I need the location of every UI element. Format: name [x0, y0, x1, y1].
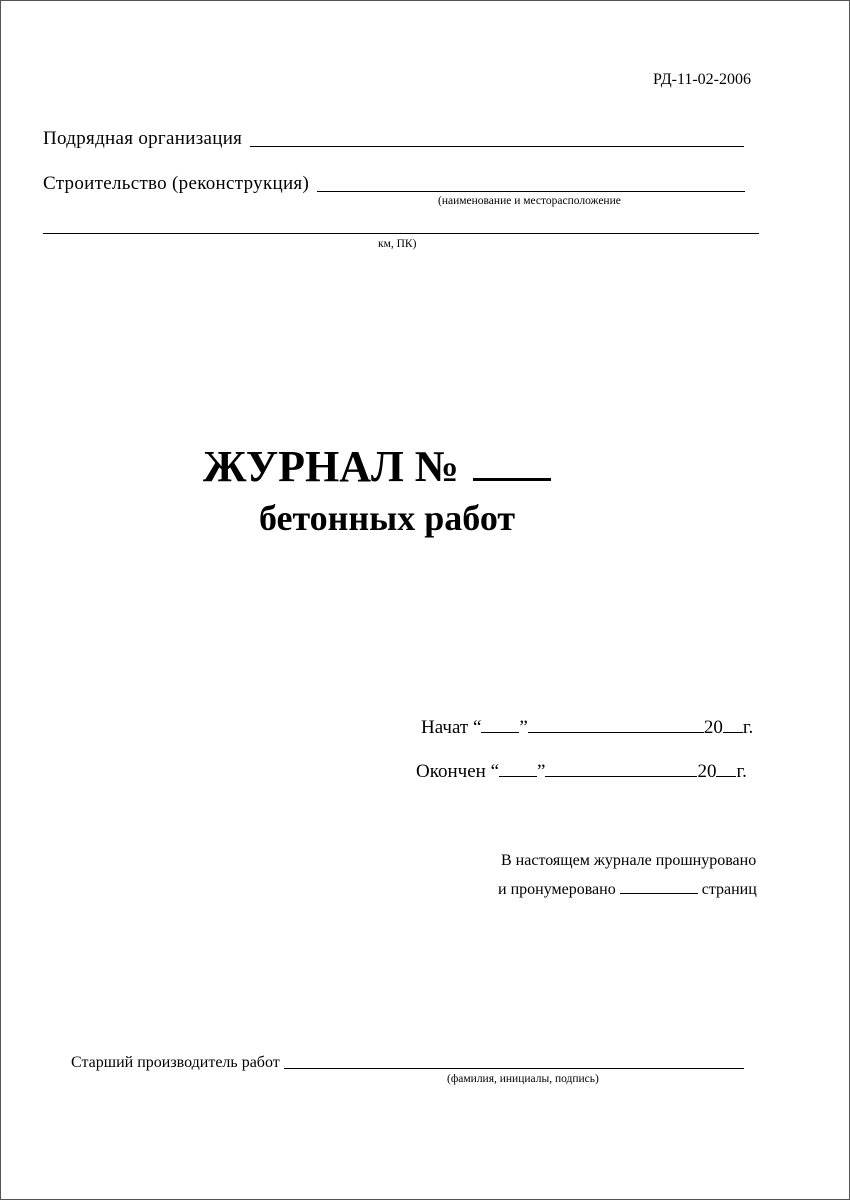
binding-note-suffix: страниц — [701, 881, 757, 898]
quote-open: “ — [490, 761, 499, 782]
journal-title — [1, 441, 753, 492]
year-prefix: 20 — [697, 761, 717, 782]
page-count-blank[interactable] — [620, 892, 698, 894]
binding-note-line2 — [498, 881, 757, 899]
contractor-field — [43, 128, 744, 150]
started-label: Начат — [421, 717, 469, 738]
year-suffix: г. — [742, 717, 754, 738]
finished-label: Окончен — [416, 761, 486, 782]
journal-title-text: ЖУРНАЛ № — [202, 442, 460, 491]
construction-hint: (наименование и месторасположение — [438, 195, 621, 207]
finished-month-blank[interactable] — [545, 775, 697, 777]
construction-field — [43, 173, 745, 195]
quote-close: ” — [537, 761, 546, 782]
journal-number-blank[interactable] — [473, 477, 551, 481]
quote-open: “ — [472, 717, 482, 738]
year-suffix: г. — [736, 761, 747, 782]
journal-subtitle: бетонных работ — [258, 498, 516, 538]
contractor-label: Подрядная организация — [43, 128, 243, 149]
started-month-blank[interactable] — [528, 731, 704, 733]
construction-label: Строительство (реконструкция) — [43, 173, 310, 194]
construction-blank-line[interactable] — [317, 190, 745, 192]
started-date-row — [421, 717, 753, 739]
foreman-label: Старший производитель работ — [71, 1054, 280, 1071]
year-prefix: 20 — [703, 717, 723, 738]
finished-day-blank[interactable] — [499, 775, 537, 777]
quote-close: ” — [519, 717, 528, 738]
started-year-blank[interactable] — [723, 731, 743, 733]
foreman-field — [71, 1054, 744, 1072]
document-code: РД-11-02-2006 — [653, 71, 751, 88]
finished-date-row — [416, 761, 747, 783]
binding-note-line1: В настоящем журнале прошнуровано — [501, 852, 757, 869]
contractor-blank-line[interactable] — [250, 145, 744, 147]
foreman-blank-line[interactable] — [284, 1067, 744, 1069]
location-hint: км, ПК) — [378, 238, 417, 250]
started-day-blank[interactable] — [481, 731, 519, 733]
location-blank-line[interactable] — [43, 233, 759, 234]
binding-note-prefix: и пронумеровано — [498, 881, 616, 898]
finished-year-blank[interactable] — [716, 775, 736, 777]
foreman-hint: (фамилия, инициалы, подпись) — [447, 1073, 599, 1085]
